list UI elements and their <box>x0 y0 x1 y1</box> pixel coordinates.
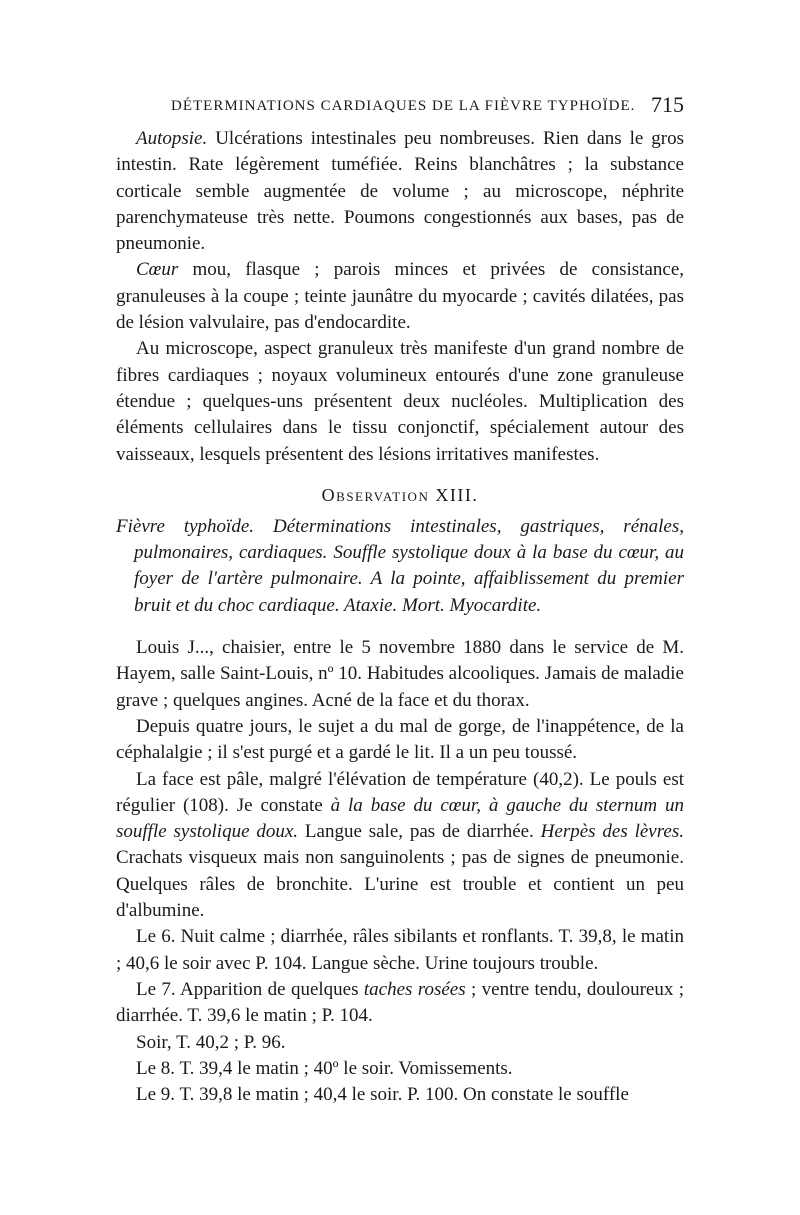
coeur-lead: Cœur <box>136 259 179 281</box>
page-header <box>171 92 684 126</box>
le-7-text-c: ; ventre tendu, douloureux ; diarrhée. T. 39,6 le matin ; P. 104. <box>116 978 685 1027</box>
paragraph-le-7 <box>116 977 684 1030</box>
paragraph-le-6: Le 6. Nuit calme ; diarrhée, râles sibilants et ronflants. T. 39,8, le matin ; 40,6 le soir avec P. 104. Langue sèche. Urine toujours trouble. <box>116 926 684 974</box>
page-number: 715 <box>651 92 684 117</box>
microscope-text: Au microscope, aspect granuleux très manifeste d'un grand nombre de fibres cardiaques ; noyaux volumineux entourés d'une zone granuleuse étendue ; quelques-uns présentent deux nucléoles. Multiplication des éléments cellulaires dans le tissu conjonctif, spécialement autour des vaisseaux, lesquels présentent des lésions irritatives manifestes. <box>116 338 684 465</box>
autopsie-lead: Autopsie. <box>136 128 208 149</box>
le-7-italic-taches: taches rosées <box>363 978 466 1000</box>
paragraph-le-8: Le 8. T. 39,4 le matin ; 40º le soir. Vomissements. <box>136 1057 513 1079</box>
face-pale-text-c: Langue sale, pas de diarrhée. <box>298 821 541 843</box>
paragraph-quatre-jours: Depuis quatre jours, le sujet a du mal de gorge, de l'inappétence, de la céphalalgie ; il s'est purgé et a gardé le lit. Il a un peu toussé. <box>116 715 684 764</box>
paragraph-louis: Louis J..., chaisier, entre le 5 novembre 1880 dans le service de M. Hayem, salle Saint-Louis, nº 10. Habitudes alcooliques. Jamais de maladie grave ; quelques angines. Acné de la face et du thorax. <box>116 637 684 711</box>
paragraph-microscope <box>116 336 684 467</box>
paragraph-face-pale <box>116 767 684 925</box>
paragraph-le-9: Le 9. T. 39,8 le matin ; 40,4 le soir. P. 100. On constate le souffle <box>136 1084 629 1106</box>
paragraph-autopsie <box>116 126 684 257</box>
paragraph-soir: Soir, T. 40,2 ; P. 96. <box>136 1031 286 1053</box>
autopsie-text: Ulcérations intestinales peu nombreuses. Rien dans le gros intestin. Rate légèrement tuméfiée. Reins blanchâtres ; la substance corticale semble augmentée de volume ; au microscope, néphrite parenchymateuse très nette. Poumons congestionnés aux bases, pas de pneumonie. <box>116 128 684 255</box>
observation-label-small: BSERVATION <box>336 488 430 504</box>
observation-label-big: O <box>321 484 337 505</box>
observation-summary: Fièvre typhoïde. Déterminations intestinales, gastriques, rénales, pulmonaires, cardiaques. Souffle systolique doux à la base du cœur, au foyer de l'artère pulmonaire. A la pointe, affaiblissement du premier bruit et du choc cardiaque. Ataxie. Mort. Myocardite. <box>116 515 684 616</box>
observation-heading <box>116 482 684 510</box>
le-7-text-a: Le 7. Apparition de quelques <box>136 978 364 1000</box>
coeur-text: mou, flasque ; parois minces et privées de consistance, granuleuses à la coupe ; teinte jaunâtre du myocarde ; cavités dilatées, pas de lésion valvulaire, pas d'endocardite. <box>116 259 684 334</box>
face-pale-italic-souffle: à la base du cœur, à gauche du sternum un souffle systolique doux. <box>116 794 685 843</box>
face-pale-text-e: Crachats visqueux mais non sanguinolents ; pas de signes de pneumonie. Quelques râles de bronchite. L'urine est trouble et contient un peu d'albumine. <box>116 847 684 922</box>
face-pale-italic-herpes: Herpès des lèvres. <box>540 821 684 843</box>
observation-number: XIII. <box>435 484 479 505</box>
paragraph-coeur <box>116 257 684 336</box>
book-page <box>116 92 685 1108</box>
running-title: DÉTERMINATIONS CARDIAQUES DE LA FIÈVRE TYPHOÏDE. <box>171 98 636 114</box>
face-pale-text-a: La face est pâle, malgré l'élévation de température (40,2). Le pouls est régulier (108). Je constate <box>116 768 684 816</box>
